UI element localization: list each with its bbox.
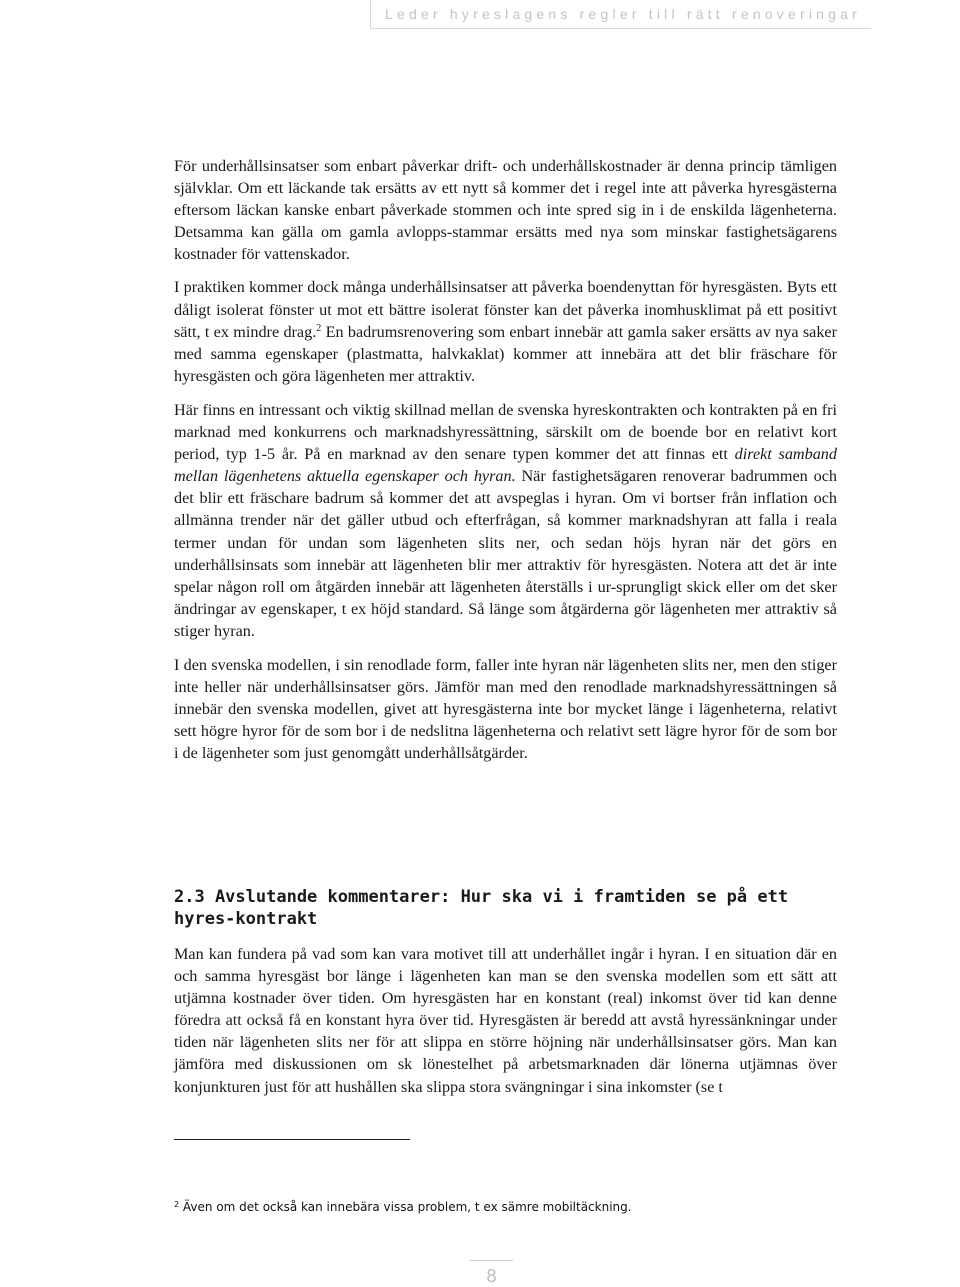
header-title: Leder hyreslagens regler till rätt renoveringar [385,6,861,22]
paragraph-2-text-b: En badrumsrenovering som enbart innebär att gamla saker ersätts av nya saker med samma egenskaper (plastmatta, halvkaklat) kommer att innebära att det blir fräschare för hyresgästen och göra lägenheten mer attraktiv. [174,322,838,385]
footnote-number: 2 [174,1200,180,1209]
section-body [174,943,837,1098]
footnote-reference[interactable]: 2 [316,322,322,334]
paragraph-3 [174,399,837,642]
paragraph-2-text-a: I praktiken kommer dock många underhållsinsatser att påverka boendenyttan för hyresgästen. Byts ett dåligt isolerat fönster ut mot ett bättre isolerat fönster kan det påverka inomhusklimat på ett positivt sätt, t ex mindre drag. [174,278,837,341]
body-text [174,155,837,764]
paragraph-2 [174,276,837,386]
page-number: 8 [486,1266,497,1286]
footnote-text: Även om det också kan innebära vissa problem, t ex sämre mobiltäckning. [182,1200,632,1214]
running-header [370,0,871,29]
page-number-rule [470,1260,513,1261]
footnote-separator [174,1139,410,1140]
paragraph-4: I den svenska modellen, i sin renodlade form, faller inte hyran när lägenheten slits ner, men den stiger inte heller när underhållsinsatser görs. Jämför man med den renodlade marknadshyressättningen så innebär den svenska modellen, givet att hyresgästerna inte bor mycket länge i lägenheterna, relativt sett högre hyror för de som bor i de nedslitna lägenheterna och relativt sett lägre hyror för de som bor i de lägenheter som just genomgått underhållsåtgärder. [174,655,837,763]
footnote [174,1199,632,1215]
paragraph-3-text-a: Här finns en intressant och viktig skillnad mellan de svenska hyreskontrakten och kontrakten på en fri marknad med konkurrens och marknadshyressättning, särskilt om de boende bor en relativt kort period, typ 1-5 år. På en marknad av den senare typen kommer det att finnas ett [174,400,837,464]
paragraph-3-text-b: När fastighetsägaren renoverar badrummen och det blir ett fräschare badrum så kommer det att avspeglas i hyran. Om vi bortser från inflation och allmänna trender när det gäller utbud och efterfrågan, så kommer marknadshyran att falla i reala termer undan för undan som lägenheten slits ner, och sedan höjs hyran när det görs en underhållsinsats som innebär att lägenheten blir mer attraktiv för hyresgästen. Notera att det är inte spelar någon roll om åtgärden innebär att lägenheten återställs i ur-sprungligt skick eller om det sker ändringar av egenskaper, t ex höjd standard. Så länge som åtgärderna gör lägenheten mer attraktiv så stiger hyran. [174,467,837,640]
paragraph-3-emphasis: direkt samband mellan lägenhetens aktuella egenskaper och hyran. [174,445,837,486]
section-heading: 2.3 Avslutande kommentarer: Hur ska vi i framtiden se på ett hyres-kontrakt [174,887,789,929]
paragraph-1: För underhållsinsatser som enbart påverkar drift- och underhållskostnader är denna princip tämligen självklar. Om ett läckande tak ersätts av ett nytt så kommer det i regel inte att påverka hyresgästerna eftersom läckan kanske enbart påverkade stommen och inte spred sig in i de enskilda lägenheterna. Detsamma kan gälla om gamla avlopps-stammar ersätts med nya som minskar fastighetsägarens kostnader för vattenskador. [174,157,837,264]
section-paragraph: Man kan fundera på vad som kan vara motivet till att underhållet ingår i hyran. I en situation där en och samma hyresgäst bor länge i lägenheten kan man se den svenska modellen som ett sätt att utjämna kostnader över tiden. Om hyresgästen har en konstant (real) inkomst över tid kan denne föredra att också få en konstant hyra över tid. Hyresgästen är beredd att avstå hyressänkningar under tiden när lägenheten slits ner för att slippa en större höjning när underhållsinsatser görs. Man kan jämföra med diskussionen om sk lönestelhet på arbetsmarknaden där lönerna utjämnas över konjunkturen just för att hushållen ska slippa stora svängningar i sina inkomster (se t [174,945,837,1096]
